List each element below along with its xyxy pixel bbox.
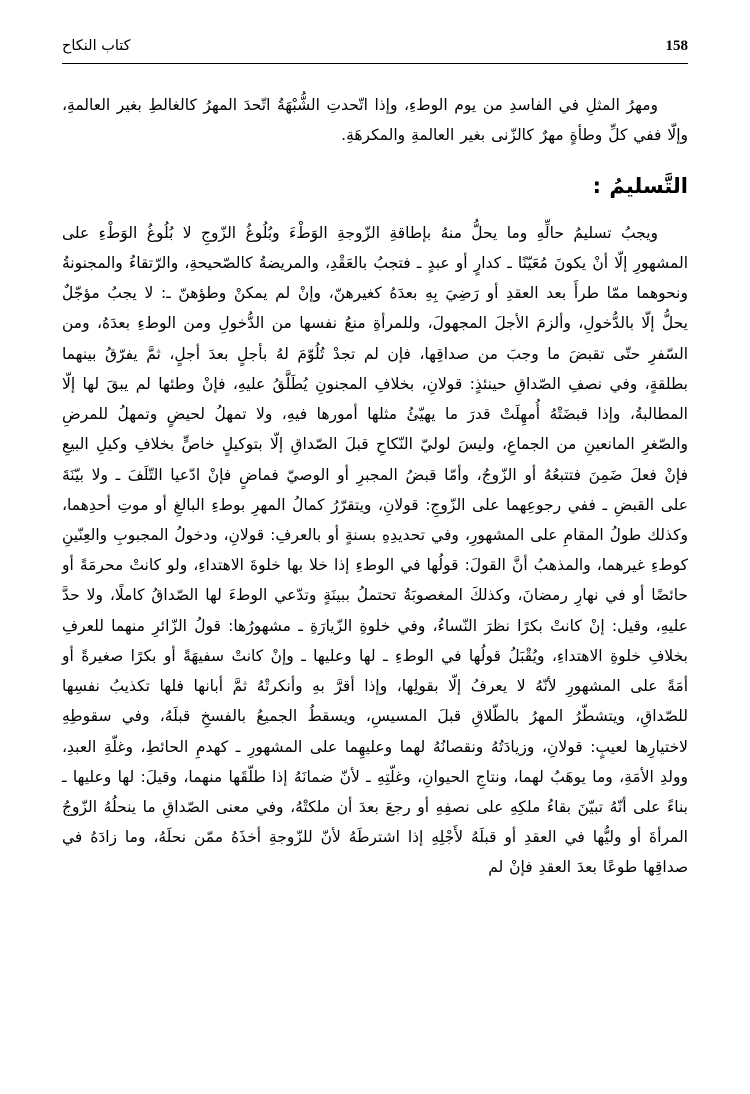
section-heading-taslim: التَّسليمُ : — [592, 174, 688, 199]
chapter-title: كتاب النكاح — [62, 38, 131, 54]
header-divider — [62, 63, 688, 64]
page-number: 158 — [665, 38, 688, 54]
paragraph-opening: ومهرُ المثلِ في الفاسدِ من يوم الوطءِ، وإذا اتّحدتِ الشُّبْهَةُ اتّحدَ المهرُ كالغالطِ بغير العالمةِ، وإلّا ففي كلِّ وطأةٍ مهرٌ كالزّنى بغير العالمةِ والمكرهَةِ. — [62, 96, 688, 145]
paragraph-main: ويجبُ تسليمُ حالِّهِ وما يحلُّ منهُ بإطاقةِ الزّوجةِ الوَطْءَ وبُلُوغُ الزّوجِ لا بُلُوغُ الوَطْءِ على المشهورِ إلّا أنْ يكونَ مُعَيّنًا ـ كدارٍ أو عبدٍ ـ فتجبُ بالعَقْدِ، والمريضةُ كالصّحيحةِ، والرّتقاءُ والمجنونةُ ونحوهما ممّا طرأَ بعد العقدِ أو رَضِيَ بِهِ بعدَهُ كغيرهنّ، وإنْ لم يمكنْ وطؤهنّ ـ: لا يجبُ مؤجّلٌ يحلُّ إلّا بالدُّخولِ، وألزمَ الأجلَ المجهولَ، وللمرأةِ منعُ نفسها من الدُّخولِ ومن الوطءِ بعدَهُ، ومن السّفرِ حتّى تقبضَ ما وجبَ من صداقِها، فإن لم تجدْ تُلُوّمَ لهُ بأجلٍ بعدَ أجلٍ، ثمَّ يفرّقُ بينهما بطلقةٍ، وفي نصفِ الصّداقِ حينئذٍ: قولانِ، بخلافِ المجنونِ يُطَلَّقُ عليهِ، فإنْ وطئها لم يبقَ لها إلّا المطالبةُ، وإذا قبضَتْهُ أُمهِلَتْ قدرَ ما يهيّئُ مثلها أمورها فيهِ، ولا تمهلُ لحيضٍ وتمهلُ للمرضِ والصّغرِ المانعينِ من الجماعِ، وليسَ لوليّ النّكاحِ قبلَ الصّداقِ إلّا بتوكيلٍ خاصٍّ بخلافِ وكيلِ البيعِ فإنْ فعلَ ضَمِنَ فتتبعُهُ أو الزّوجُ، وأمّا قبضُ المجبرِ أو الوصيّ فماضٍ فإنْ ادّعيا التّلَفَ ـ ولا بيّنَةَ على القبضِ ـ ففي رجوعِهما على الزّوجِ: قولانِ، ويتقرّرُ كمالُ المهرِ بوطءِ البالغِ أو موتِ أحدِهما، وكذلك طولُ المقامِ على المشهورِ، وفي تحديدِهِ بسنةٍ أو بالعرفِ: قولانِ، ودخولُ المجبوبِ والعِنّينِ كوطءِ غيرهما، والمذهبُ أنَّ القولَ: قولُها في الوطءِ إذا خلا بها خلوةَ الاهتداءِ، ولو كانتْ محرمَةً أو حائضًا أو في نهارِ رمضانَ، وكذلكَ المغصوبَةُ تحتملُ ببينَةٍ وتدّعي الوطءَ لها الصّداقُ كاملًا، ولا حدَّ عليهِ، وقيل: إنْ كانتْ بكرًا نظرَ النّساءُ، وفي خلوةِ الزّيارَةِ ـ مشهورُها: قولُ الزّائرِ منهما للعرفِ بخلافِ خلوةِ الاهتداءِ، ويُقْبَلُ قولُها في الوطءِ ـ لها وعليها ـ وإنْ كانتْ سفيهَةً أو بكرًا صغيرةً أو أمَةً على المشهورِ لأنّهُ لا يعرفُ إلّا بقولِها، وإذا أقرَّ بهِ وأنكرتْهُ ثمَّ أبانها فلها تكذيبُ نفسِها للصّداقِ، ويتشطّرُ المهرُ بالطّلاقِ قبلَ المسيسِ، ويسقطُ الجميعُ بالفسخِ قبلَهُ، وفي سقوطِهِ لاختيارِها لعيبٍ: قولانِ، وزيادَتُهُ ونقصانُهُ لهما وعليهِما على المشهورِ ـ كهدمِ الحائطِ، وغلّةِ العبدِ، وولدِ الأمَةِ، وما يوهَبُ لهما، ونتاجِ الحيوانِ، وغلّتِهِ ـ لأنّ ضمانَهُ إذا طلّقَها منهما، وقيلَ: لها وعليها ـ بناءً على أنّهُ تبيّنَ بقاءُ ملكِهِ على نصفِهِ أو رجعَ بعدَ أن ملكتْهُ، وفي معنى الصّداقِ ما ينحلُهُ الزّوجُ المرأةَ أو وليُّها في العقدِ أو قبلَهُ لأَجْلِهِ إذا اشترطَهُ لأنّ للزّوجةِ أخذَهُ ممّن نحلَهُ، وما زادَهُ في صداقِها طوعًا بعدَ العقدِ فإنْ لم — [62, 223, 688, 877]
page-header — [62, 38, 688, 61]
document-body — [62, 90, 688, 883]
